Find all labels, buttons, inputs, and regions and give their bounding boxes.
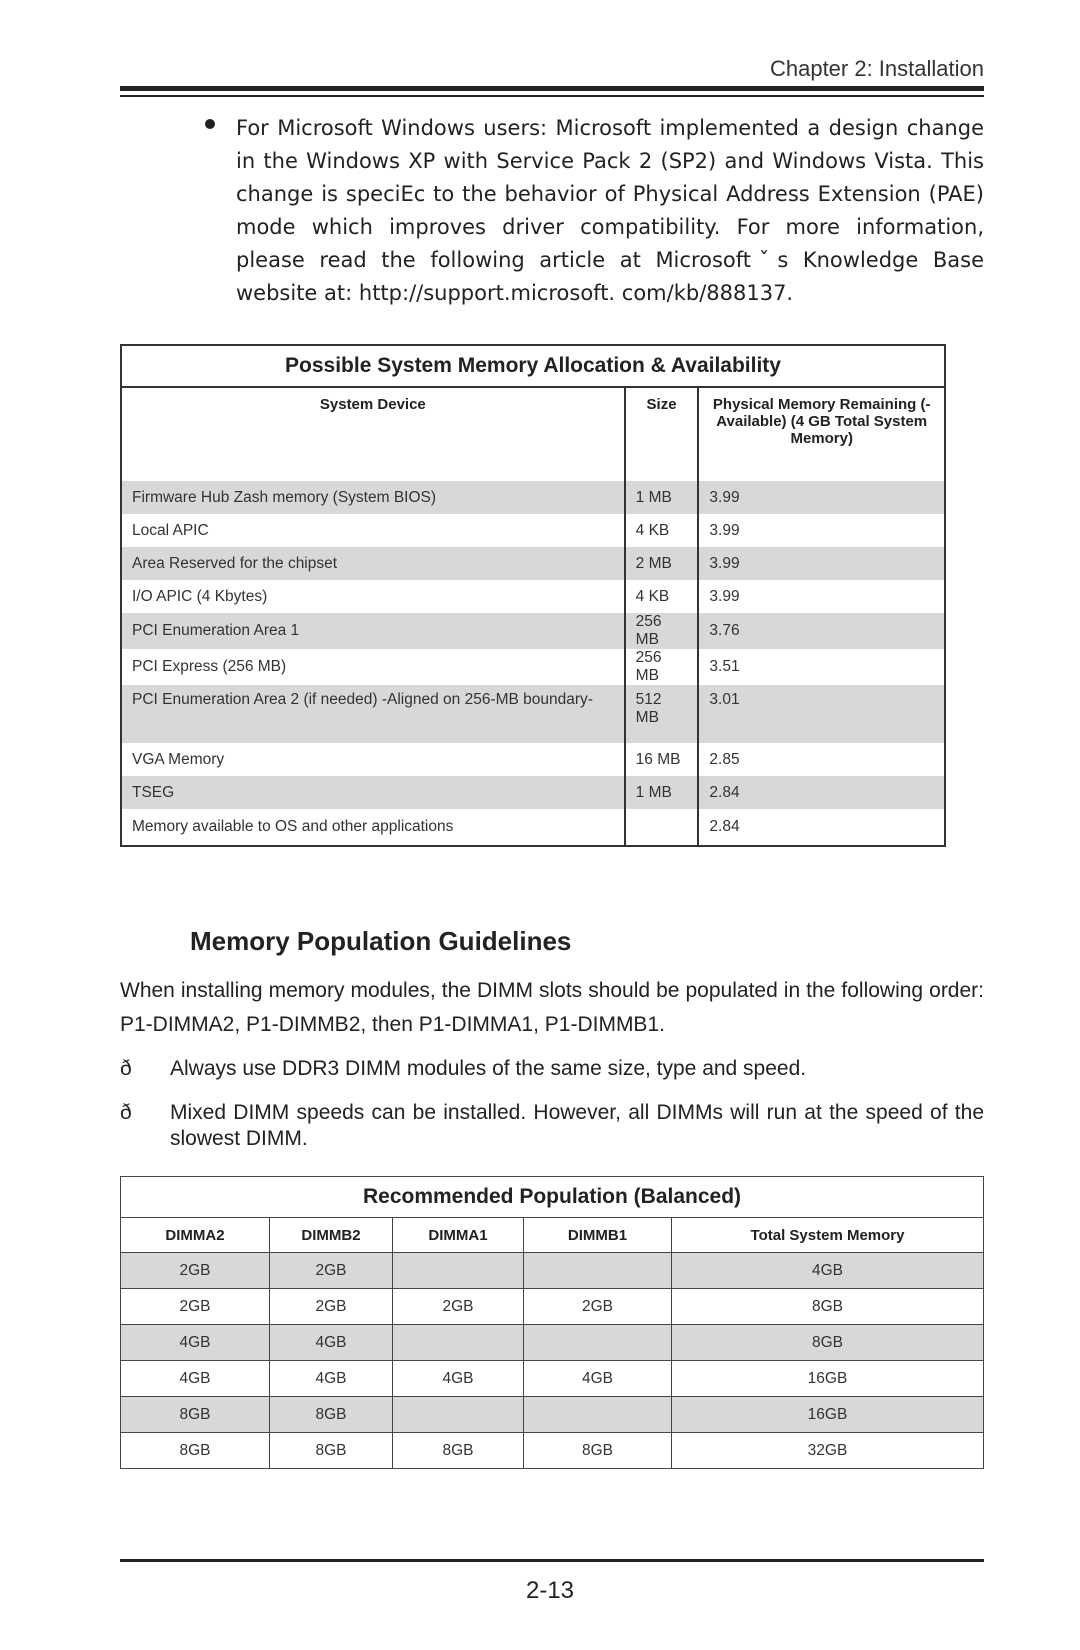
header-rule-thick [120, 86, 984, 91]
list-marker: ð [120, 1101, 132, 1124]
list-item-text: Mixed DIMM speeds can be installed. However, all DIMMs will run at the speed of the slowest DIMM. [170, 1101, 984, 1150]
page-number: 2-13 [525, 1577, 575, 1604]
header-dimma1: DIMMA1 [393, 1218, 524, 1253]
table-row [121, 1289, 984, 1325]
cell-total: 16GB [672, 1361, 984, 1397]
table-row [121, 1397, 984, 1433]
size-cell: 1 MB [625, 481, 699, 514]
device-cell: Firmware Hub Zash memory (System BIOS) [121, 481, 625, 514]
list-item-text: Always use DDR3 DIMM modules of the same size, type and speed. [170, 1057, 807, 1080]
device-cell: PCI Express (256 MB) [121, 649, 625, 685]
cell-total: 8GB [672, 1289, 984, 1325]
table-row [121, 514, 945, 547]
cell-dimmb1: 4GB [524, 1361, 672, 1397]
device-cell: I/O APIC (4 Kbytes) [121, 580, 625, 613]
intro-paragraph: When installing memory modules, the DIMM slots should be populated in the following order: P1-DIMMA2, P1-DIMMB2, then P1-DIMMA1, P1-DIMMB1. [120, 979, 984, 1036]
size-cell: 256 MB [625, 613, 699, 649]
cell-dimma1: 4GB [393, 1361, 524, 1397]
table-row [121, 776, 945, 809]
header-total-memory: Total System Memory [672, 1218, 984, 1253]
population-table [120, 1176, 984, 1469]
cell-dimma2: 8GB [121, 1433, 270, 1469]
header-system-device: System Device [121, 387, 625, 481]
cell-dimmb1 [524, 1397, 672, 1433]
table-row [121, 809, 945, 846]
header-dimmb2: DIMMB2 [270, 1218, 393, 1253]
remaining-cell: 3.01 [698, 685, 945, 743]
remaining-cell: 3.51 [698, 649, 945, 685]
cell-dimmb2: 8GB [270, 1397, 393, 1433]
remaining-cell: 3.76 [698, 613, 945, 649]
cell-dimmb1: 2GB [524, 1289, 672, 1325]
cell-dimmb2: 4GB [270, 1361, 393, 1397]
device-cell: Local APIC [121, 514, 625, 547]
table-row [121, 743, 945, 776]
list-item [120, 1056, 984, 1082]
remaining-cell: 3.99 [698, 514, 945, 547]
list-item [120, 1100, 984, 1152]
cell-dimma1 [393, 1325, 524, 1361]
footer-rule [120, 1559, 984, 1562]
size-cell: 4 KB [625, 580, 699, 613]
cell-total: 8GB [672, 1325, 984, 1361]
cell-dimma2: 2GB [121, 1289, 270, 1325]
cell-dimmb2: 8GB [270, 1433, 393, 1469]
device-cell: PCI Enumeration Area 2 (if needed) -Aligned on 256-MB boundary- [121, 685, 625, 743]
device-cell: VGA Memory [121, 743, 625, 776]
size-cell [625, 809, 699, 846]
header-rule-thin [120, 95, 984, 97]
header-size: Size [625, 387, 699, 481]
cell-dimma1: 2GB [393, 1289, 524, 1325]
allocation-table-title: Possible System Memory Allocation & Availability [121, 345, 945, 387]
size-cell: 16 MB [625, 743, 699, 776]
cell-dimma2: 4GB [121, 1325, 270, 1361]
remaining-cell: 3.99 [698, 580, 945, 613]
size-cell: 2 MB [625, 547, 699, 580]
remaining-cell: 3.99 [698, 481, 945, 514]
list-marker: ð [120, 1057, 132, 1080]
table-row [121, 580, 945, 613]
remaining-cell: 3.99 [698, 547, 945, 580]
cell-dimma1 [393, 1253, 524, 1289]
cell-dimma2: 2GB [121, 1253, 270, 1289]
population-table-title: Recommended Population (Balanced) [121, 1177, 984, 1218]
cell-dimmb1: 8GB [524, 1433, 672, 1469]
cell-dimma2: 4GB [121, 1361, 270, 1397]
table-row [121, 1325, 984, 1361]
size-cell: 256 MB [625, 649, 699, 685]
size-cell: 512 MB [625, 685, 699, 743]
chapter-header: Chapter 2: Installation [769, 56, 984, 81]
cell-dimmb2: 2GB [270, 1253, 393, 1289]
cell-dimma1: 8GB [393, 1433, 524, 1469]
section-title: Memory Population Guidelines [190, 926, 572, 956]
cell-total: 32GB [672, 1433, 984, 1469]
memory-allocation-table [120, 344, 946, 847]
remaining-cell: 2.85 [698, 743, 945, 776]
device-cell: TSEG [121, 776, 625, 809]
header-remaining: Physical Memory Remaining (-Available) (4 GB Total System Memory) [698, 387, 945, 481]
size-cell: 1 MB [625, 776, 699, 809]
bullet-dot [205, 119, 215, 129]
cell-dimmb1 [524, 1253, 672, 1289]
device-cell: Memory available to OS and other applications [121, 809, 625, 846]
table-row [121, 547, 945, 580]
table-row [121, 1361, 984, 1397]
table-row [121, 613, 945, 649]
table-row [121, 1253, 984, 1289]
table-row [121, 1433, 984, 1469]
windows-note-paragraph: For Microsoft Windows users: Microsoft implemented a design change in the Windows XP with Service Pack 2 (SP2) and Windows Vista. This change is speciEc to the behavior of Physical Address Extension (PAE) mode which improves driver compatibility. For more information, please read the following article at Microsoftˇs Knowledge Base website at: http://support.microsoft. com/kb/888137. [236, 116, 984, 305]
cell-dimmb2: 4GB [270, 1325, 393, 1361]
cell-dimmb1 [524, 1325, 672, 1361]
cell-total: 4GB [672, 1253, 984, 1289]
table-row [121, 685, 945, 743]
cell-dimma1 [393, 1397, 524, 1433]
cell-dimma2: 8GB [121, 1397, 270, 1433]
table-row [121, 649, 945, 685]
device-cell: PCI Enumeration Area 1 [121, 613, 625, 649]
cell-dimmb2: 2GB [270, 1289, 393, 1325]
device-cell: Area Reserved for the chipset [121, 547, 625, 580]
remaining-cell: 2.84 [698, 776, 945, 809]
header-dimma2: DIMMA2 [121, 1218, 270, 1253]
cell-total: 16GB [672, 1397, 984, 1433]
remaining-cell: 2.84 [698, 809, 945, 846]
header-dimmb1: DIMMB1 [524, 1218, 672, 1253]
table-row [121, 481, 945, 514]
size-cell: 4 KB [625, 514, 699, 547]
